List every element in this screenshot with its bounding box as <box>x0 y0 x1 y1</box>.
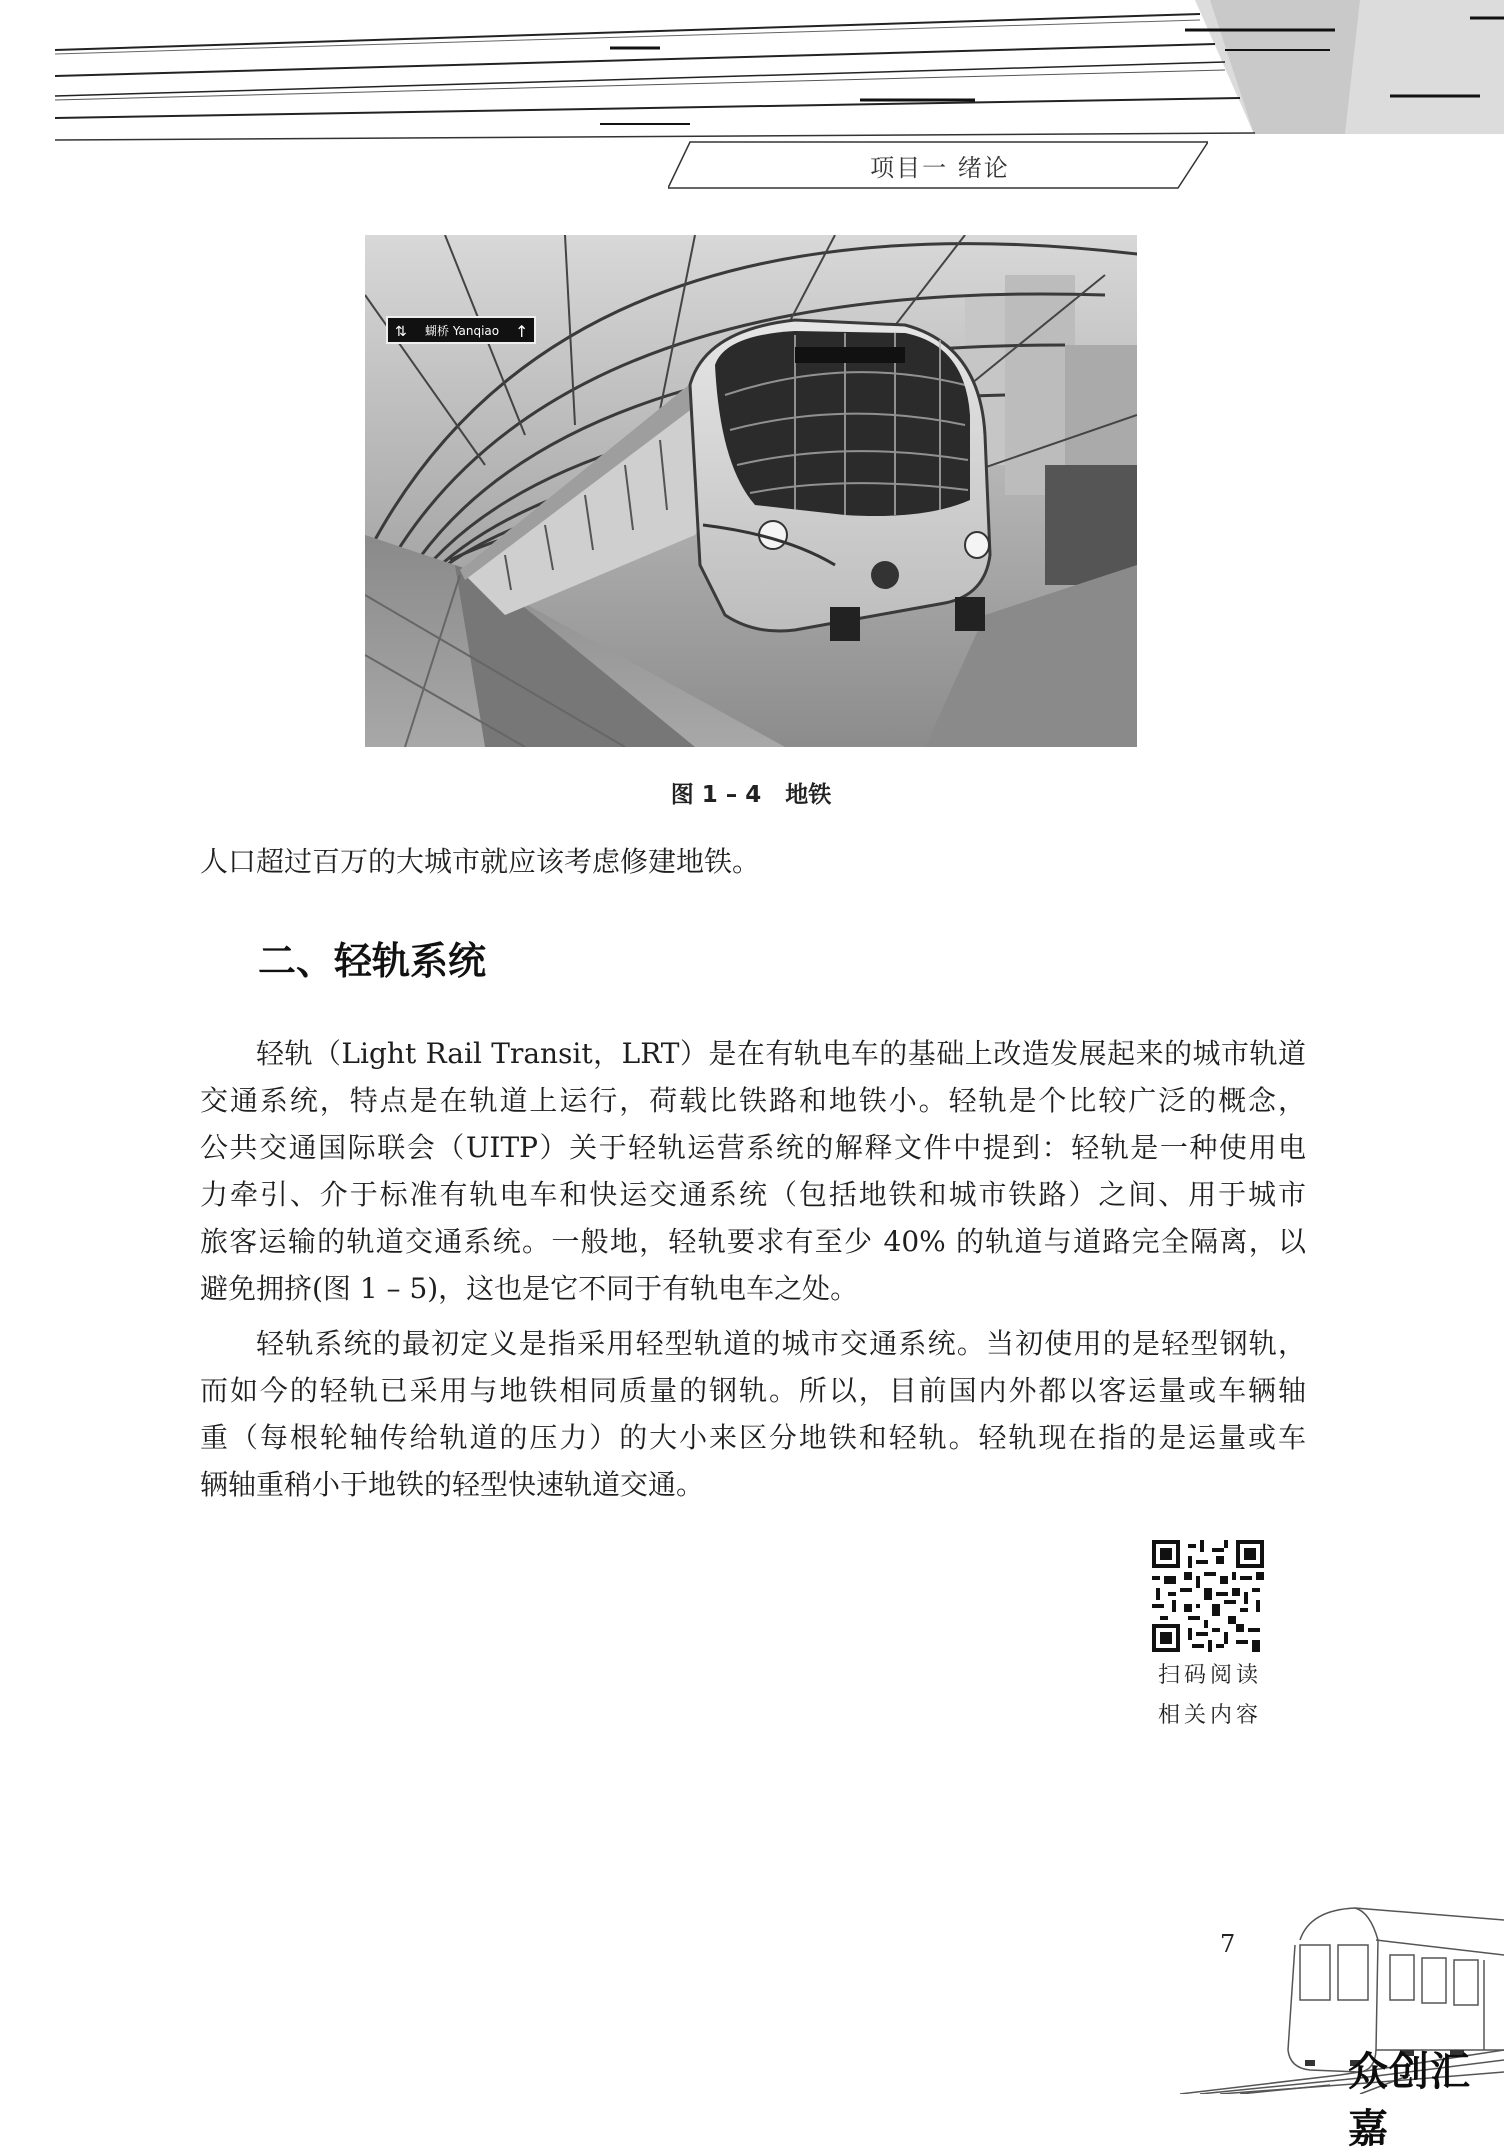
qr-caption-line1: 扫码阅读 <box>1157 1663 1262 1688</box>
page-number: 7 <box>1220 1930 1236 1958</box>
chapter-label: 项目一 绪论 <box>870 154 1010 182</box>
figure-caption <box>365 776 1137 809</box>
section-title: 二、轻轨系统 <box>258 939 487 983</box>
paragraph-line: 旅客运输的轨道交通系统。一般地，轻轨要求有至少 40% 的轨道与道路完全隔离，以 <box>200 1225 1306 1258</box>
caption-title: 地铁 <box>785 782 832 808</box>
paragraph-line: 重（每根轮轴传给轨道的压力）的大小来区分地铁和轻轨。轻轨现在指的是运量或车 <box>200 1421 1306 1454</box>
paragraph-line: 辆轴重稍小于地铁的轻型快速轨道交通。 <box>200 1468 705 1501</box>
paragraph-line: 交通系统，特点是在轨道上运行，荷载比铁路和地铁小。轻轨是个比较广泛的概念， <box>200 1084 1306 1117</box>
caption-number: 图 1 – 4 <box>670 782 762 808</box>
watermark: 众创汇嘉 <box>1348 2049 1471 2152</box>
metro-photo <box>365 235 1137 747</box>
qr-code[interactable] <box>1152 1540 1264 1652</box>
svg-text:↑: ↑ <box>515 322 529 341</box>
paragraph-line: 轻轨（Light Rail Transit，LRT）是在有轨电车的基础上改造发展起来的城市轨道 <box>256 1037 1306 1070</box>
paragraph-line: 避免拥挤(图 1 – 5)，这也是它不同于有轨电车之处。 <box>200 1272 859 1305</box>
paragraph-line: 轻轨系统的最初定义是指采用轻型轨道的城市交通系统。当初使用的是轻型钢轨， <box>256 1327 1306 1360</box>
paragraph-line: 公共交通国际联会（UITP）关于轻轨运营系统的解释文件中提到：轻轨是一种使用电 <box>200 1131 1306 1164</box>
paragraph-line: 而如今的轻轨已采用与地铁相同质量的钢轨。所以，目前国内外都以客运量或车辆轴 <box>200 1374 1306 1407</box>
station-sign-text: 蝴桥 Yanqiao <box>425 324 500 338</box>
qr-caption-line2: 相关内容 <box>1157 1703 1262 1728</box>
paragraph-1 <box>200 1030 1306 1312</box>
paragraph-2 <box>200 1320 1306 1508</box>
intro-text: 人口超过百万的大城市就应该考虑修建地铁。 <box>200 845 761 878</box>
svg-text:⇅: ⇅ <box>395 324 407 340</box>
paragraph-line: 力牵引、介于标准有轨电车和快运交通系统（包括地铁和城市铁路）之间、用于城市 <box>200 1178 1306 1211</box>
header-band <box>0 0 1504 150</box>
qr-caption <box>1130 1656 1290 1736</box>
